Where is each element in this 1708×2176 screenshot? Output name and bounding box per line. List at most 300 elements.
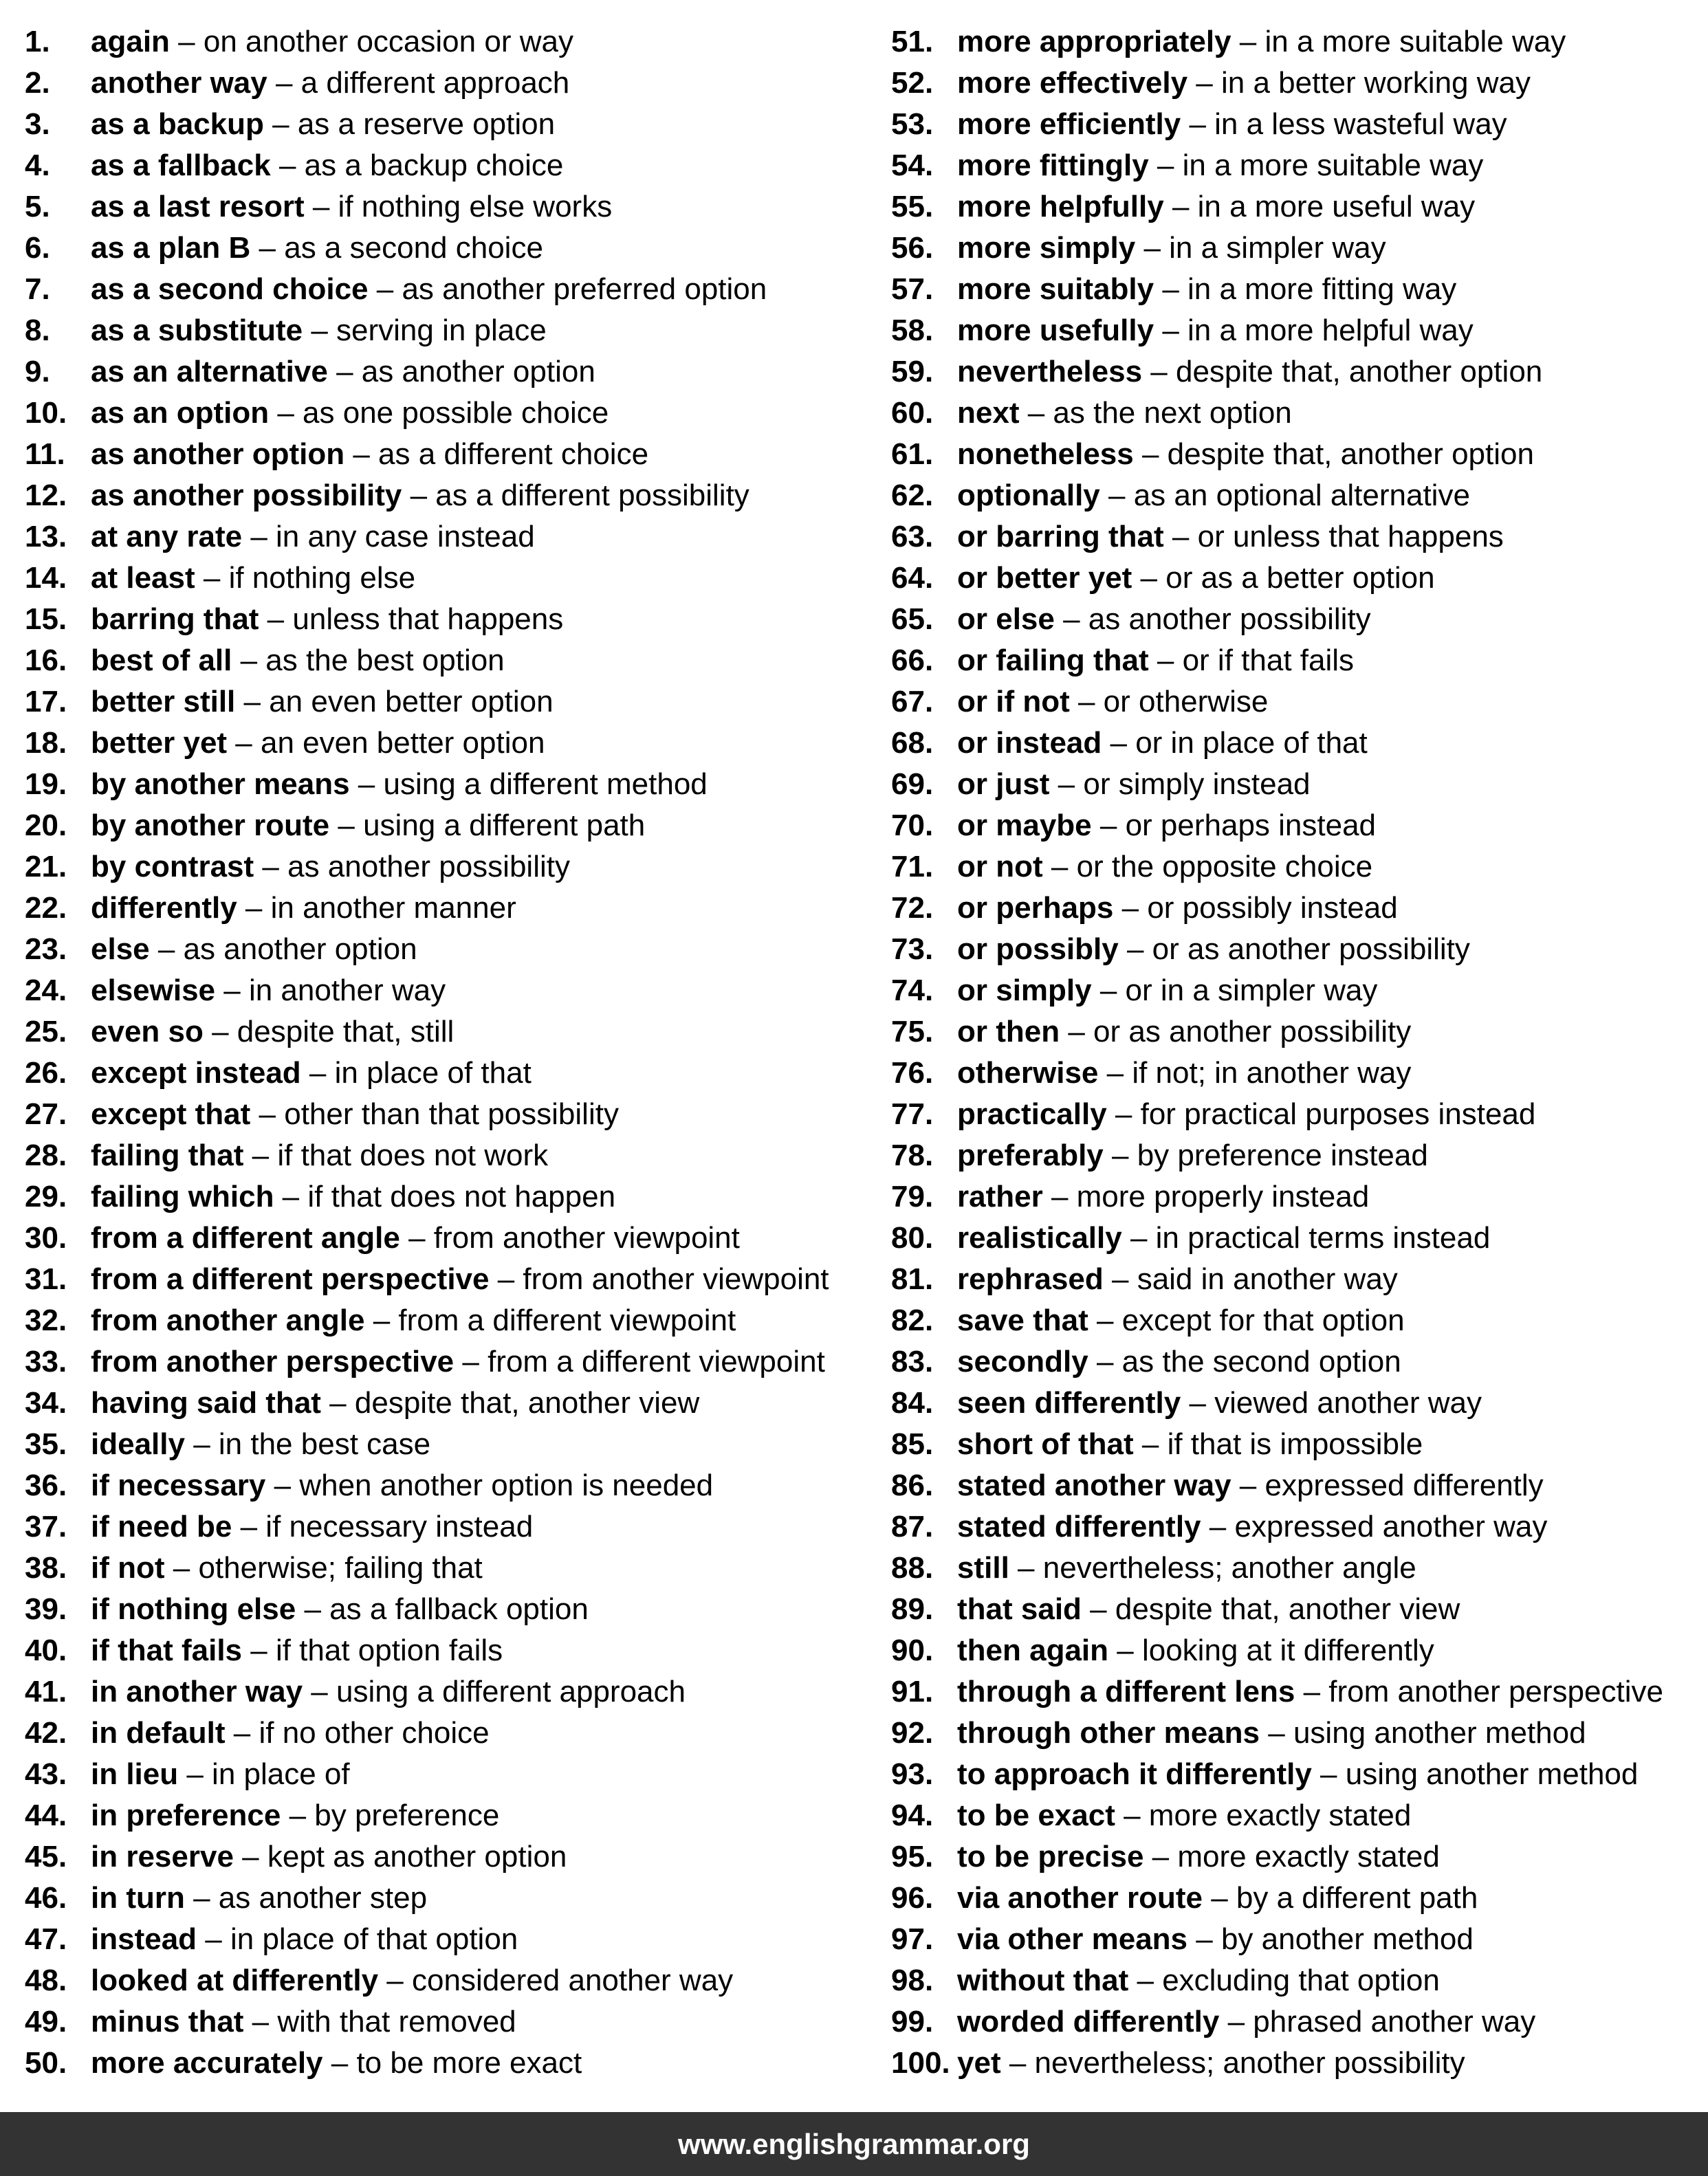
item-number: 8. (25, 314, 50, 347)
item-separator: – (1009, 1551, 1043, 1585)
item-definition: or simply instead (1083, 767, 1311, 801)
item-text (957, 764, 1311, 805)
item-definition: or as another possibility (1152, 932, 1470, 966)
item-text (91, 1011, 454, 1053)
item-number: 33. (25, 1345, 67, 1378)
item-number: 34. (25, 1386, 67, 1420)
list-item (891, 1383, 1702, 1424)
list-item (25, 805, 864, 846)
list-item (25, 1053, 864, 1094)
list-item (25, 1094, 864, 1135)
item-separator: – (281, 1799, 315, 1832)
item-number: 16. (25, 644, 67, 677)
item-separator: – (1081, 1592, 1115, 1626)
item-separator: – (250, 1097, 285, 1131)
item-number: 43. (25, 1757, 67, 1791)
item-separator: – (1154, 272, 1188, 306)
list-item (891, 1836, 1702, 1878)
list-item (25, 104, 864, 145)
item-number: 6. (25, 231, 50, 265)
item-separator: – (1133, 437, 1168, 471)
item-number: 1. (25, 25, 50, 58)
item-term: secondly (957, 1345, 1088, 1378)
item-number: 15. (25, 602, 67, 636)
item-term: as another option (91, 437, 345, 471)
list-item (25, 393, 864, 434)
item-definition: as the best option (265, 644, 505, 677)
list-item (25, 1011, 864, 1053)
item-term: rather (957, 1180, 1043, 1213)
list-item (891, 2043, 1702, 2084)
item-term: in another way (91, 1675, 303, 1708)
item-term: or not (957, 850, 1043, 883)
item-number: 59. (891, 355, 934, 388)
item-separator: – (269, 396, 303, 430)
item-separator: – (1103, 1262, 1137, 1296)
item-number: 58. (891, 314, 934, 347)
list-item (25, 1630, 864, 1671)
item-definition: in a more helpful way (1187, 314, 1474, 347)
item-definition: otherwise; failing that (198, 1551, 483, 1585)
item-number: 31. (25, 1262, 67, 1296)
item-definition: in a more useful way (1197, 190, 1476, 223)
list-item (25, 1341, 864, 1383)
item-text (91, 1259, 829, 1300)
item-text (957, 1506, 1547, 1548)
item-separator: – (454, 1345, 488, 1378)
item-text (957, 2001, 1535, 2043)
item-definition: as a fallback option (329, 1592, 589, 1626)
item-term: if need be (91, 1510, 232, 1543)
item-separator: – (1054, 602, 1088, 636)
list-item (25, 1300, 864, 1341)
item-term: otherwise (957, 1056, 1099, 1090)
item-definition: as the next option (1053, 396, 1292, 430)
list-item (891, 1218, 1702, 1259)
item-separator: – (1098, 1056, 1132, 1090)
website-url[interactable]: www.englishgrammar.org (678, 2127, 1030, 2160)
item-text (91, 1218, 740, 1259)
list-item (891, 970, 1702, 1011)
item-text (91, 1919, 518, 1960)
item-term: or then (957, 1015, 1060, 1048)
item-term: instead (91, 1922, 197, 1956)
item-text (957, 1671, 1663, 1713)
item-term: failing that (91, 1139, 244, 1172)
left-column (25, 21, 864, 2084)
item-definition: expressed differently (1264, 1469, 1544, 1502)
item-term: or instead (957, 726, 1102, 760)
item-separator: – (242, 1634, 276, 1667)
item-text (957, 1176, 1369, 1218)
list-item (891, 723, 1702, 764)
item-text (91, 1383, 699, 1424)
item-separator: – (232, 1510, 266, 1543)
item-number: 86. (891, 1469, 934, 1502)
item-separator: – (203, 1015, 237, 1048)
item-definition: as the second option (1121, 1345, 1401, 1378)
list-item (891, 310, 1702, 351)
item-separator: – (243, 2005, 278, 2038)
item-term: save that (957, 1304, 1088, 1337)
item-separator: – (237, 891, 271, 925)
item-term: by another route (91, 809, 330, 842)
item-term: as a substitute (91, 314, 303, 347)
item-term: best of all (91, 644, 232, 677)
list-item (891, 1424, 1702, 1465)
item-term: from another perspective (91, 1345, 455, 1378)
item-text (91, 1713, 490, 1754)
item-definition: by a different path (1236, 1881, 1478, 1915)
item-number: 56. (891, 231, 934, 265)
item-text (91, 970, 446, 1011)
item-term: stated another way (957, 1469, 1231, 1502)
item-separator: – (344, 437, 379, 471)
item-term: in turn (91, 1881, 185, 1915)
item-definition: from a different viewpoint (488, 1345, 825, 1378)
item-number: 74. (891, 974, 934, 1007)
list-item (25, 1589, 864, 1630)
item-text (91, 1548, 483, 1589)
item-term: or if not (957, 685, 1070, 718)
item-term: as a plan B (91, 231, 251, 265)
item-text (957, 970, 1377, 1011)
item-separator: – (1019, 396, 1053, 430)
item-definition: as another option (183, 932, 417, 966)
item-text (957, 1836, 1440, 1878)
item-text (91, 2043, 582, 2084)
item-text (957, 63, 1531, 104)
item-number: 76. (891, 1056, 934, 1090)
list-item (25, 1259, 864, 1300)
list-item (25, 2043, 864, 2084)
item-definition: if that does not work (277, 1139, 549, 1172)
item-text (91, 1754, 350, 1795)
item-separator: – (1187, 66, 1221, 100)
item-text (957, 351, 1542, 393)
item-definition: as a different possibility (435, 479, 749, 512)
item-definition: in place of (212, 1757, 350, 1791)
item-separator: – (225, 1716, 259, 1750)
item-text (957, 1300, 1405, 1341)
item-definition: or as another possibility (1093, 1015, 1412, 1048)
item-definition: if that does not happen (307, 1180, 616, 1213)
item-text (91, 1671, 686, 1713)
item-number: 29. (25, 1180, 67, 1213)
item-number: 96. (891, 1881, 934, 1915)
item-number: 46. (25, 1881, 67, 1915)
item-definition: using a different approach (336, 1675, 686, 1708)
item-number: 27. (25, 1097, 67, 1131)
list-item (891, 764, 1702, 805)
list-item (25, 1671, 864, 1713)
item-text (91, 475, 749, 516)
item-term: in lieu (91, 1757, 179, 1791)
item-text (91, 63, 569, 104)
item-text (91, 1465, 713, 1506)
item-term: better still (91, 685, 236, 718)
item-definition: nevertheless; another angle (1042, 1551, 1416, 1585)
item-number: 38. (25, 1551, 67, 1585)
item-term: nevertheless (957, 355, 1143, 388)
item-number: 22. (25, 891, 67, 925)
item-separator: – (1103, 1139, 1137, 1172)
item-number: 19. (25, 767, 67, 801)
item-separator: – (1042, 1180, 1077, 1213)
item-text (957, 1135, 1428, 1176)
item-definition: from another viewpoint (523, 1262, 829, 1296)
item-number: 64. (891, 561, 934, 595)
item-text (957, 310, 1474, 351)
item-text (957, 1919, 1474, 1960)
item-number: 41. (25, 1675, 67, 1708)
item-text (957, 681, 1268, 723)
item-text (91, 145, 563, 186)
list-item (891, 558, 1702, 599)
item-separator: – (232, 644, 266, 677)
item-term: differently (91, 891, 237, 925)
list-item (25, 640, 864, 681)
item-term: through other means (957, 1716, 1260, 1750)
item-number: 75. (891, 1015, 934, 1048)
list-item (891, 1589, 1702, 1630)
item-term: or perhaps (957, 891, 1114, 925)
item-number: 45. (25, 1840, 67, 1873)
item-text (957, 434, 1534, 475)
list-item (891, 681, 1702, 723)
item-number: 79. (891, 1180, 934, 1213)
item-term: still (957, 1551, 1009, 1585)
item-term: even so (91, 1015, 204, 1048)
item-number: 99. (891, 2005, 934, 2038)
item-definition: as another possibility (287, 850, 570, 883)
item-definition: or as a better option (1165, 561, 1435, 595)
item-term: except that (91, 1097, 251, 1131)
item-separator: – (378, 1964, 412, 1997)
item-text (91, 1506, 533, 1548)
item-term: in reserve (91, 1840, 234, 1873)
item-separator: – (1049, 767, 1084, 801)
item-definition: serving in place (336, 314, 547, 347)
item-number: 3. (25, 107, 50, 141)
item-term: if not (91, 1551, 165, 1585)
item-separator: – (1143, 1840, 1178, 1873)
item-text (91, 269, 767, 310)
item-term: short of that (957, 1427, 1134, 1461)
item-term: realistically (957, 1221, 1122, 1255)
item-separator: – (368, 272, 402, 306)
item-text (957, 888, 1398, 929)
list-item (891, 888, 1702, 929)
item-definition: more exactly stated (1177, 1840, 1440, 1873)
item-term: or possibly (957, 932, 1119, 966)
item-number: 52. (891, 66, 934, 100)
item-term: except instead (91, 1056, 301, 1090)
item-text (957, 1630, 1434, 1671)
item-number: 12. (25, 479, 67, 512)
item-definition: or if that fails (1182, 644, 1355, 677)
item-definition: as a reserve option (297, 107, 556, 141)
item-text (91, 1836, 567, 1878)
item-separator: – (1135, 231, 1170, 265)
item-number: 55. (891, 190, 934, 223)
list-item (25, 186, 864, 228)
item-definition: nevertheless; another possibility (1034, 2046, 1465, 2080)
item-term: ideally (91, 1427, 185, 1461)
item-text (957, 516, 1504, 558)
item-text (91, 1135, 548, 1176)
item-number: 13. (25, 520, 67, 553)
item-separator: – (195, 561, 229, 595)
list-item (891, 1795, 1702, 1836)
list-item (25, 888, 864, 929)
item-number: 35. (25, 1427, 67, 1461)
item-text (957, 1878, 1478, 1919)
item-separator: – (233, 1840, 267, 1873)
item-definition: despite that, still (237, 1015, 455, 1048)
item-text (957, 1754, 1638, 1795)
item-definition: kept as another option (267, 1840, 567, 1873)
item-term: next (957, 396, 1020, 430)
item-definition: or unless that happens (1197, 520, 1504, 553)
list-item (25, 434, 864, 475)
item-separator: – (259, 602, 293, 636)
item-separator: – (1042, 850, 1077, 883)
item-term: or barring that (957, 520, 1164, 553)
list-item (25, 1506, 864, 1548)
item-definition: if nothing else (228, 561, 416, 595)
item-text (957, 145, 1483, 186)
item-definition: if nothing else works (338, 190, 613, 223)
item-separator: – (1311, 1757, 1346, 1791)
item-term: else (91, 932, 150, 966)
item-number: 67. (891, 685, 934, 718)
item-term: looked at differently (91, 1964, 379, 1997)
item-definition: or otherwise (1103, 685, 1269, 718)
list-item (891, 1630, 1702, 1671)
item-separator: – (1231, 25, 1265, 58)
item-term: practically (957, 1097, 1107, 1131)
item-definition: unless that happens (292, 602, 564, 636)
item-text (957, 104, 1507, 145)
item-text (91, 186, 612, 228)
item-number: 66. (891, 644, 934, 677)
item-separator: – (250, 231, 285, 265)
list-item (25, 21, 864, 63)
item-term: or better yet (957, 561, 1132, 595)
list-item (891, 1341, 1702, 1383)
item-text (957, 1094, 1535, 1135)
item-definition: excluding that option (1162, 1964, 1440, 1997)
item-term: or just (957, 767, 1050, 801)
item-term: as an option (91, 396, 270, 430)
item-separator: – (227, 726, 261, 760)
list-item (891, 1919, 1702, 1960)
item-separator: – (402, 479, 436, 512)
item-text (91, 764, 708, 805)
item-definition: more properly instead (1076, 1180, 1370, 1213)
item-term: in default (91, 1716, 226, 1750)
item-text (957, 21, 1566, 63)
item-term: more usefully (957, 314, 1154, 347)
item-definition: or the opposite choice (1076, 850, 1373, 883)
item-definition: as another possibility (1088, 602, 1371, 636)
item-text (957, 1589, 1460, 1630)
item-separator: – (215, 974, 249, 1007)
item-definition: in a less wasteful way (1214, 107, 1507, 141)
item-text (91, 1053, 532, 1094)
list-item (25, 1919, 864, 1960)
item-term: minus that (91, 2005, 244, 2038)
list-item (891, 1053, 1702, 1094)
item-separator: – (1202, 1881, 1236, 1915)
list-item (891, 104, 1702, 145)
item-definition: in another way (248, 974, 446, 1007)
list-item (891, 1259, 1702, 1300)
item-separator: – (178, 1757, 212, 1791)
item-text (957, 1465, 1544, 1506)
item-definition: a different approach (300, 66, 570, 100)
item-definition: despite that, another option (1167, 437, 1534, 471)
item-number: 95. (891, 1840, 934, 1873)
item-number: 11. (25, 437, 65, 471)
item-separator: – (164, 1551, 199, 1585)
list-item (25, 846, 864, 888)
item-text (957, 269, 1456, 310)
item-term: more accurately (91, 2046, 323, 2080)
item-separator: – (399, 1221, 434, 1255)
item-term: nonetheless (957, 437, 1134, 471)
item-term: without that (957, 1964, 1129, 1997)
item-definition: as a backup choice (304, 149, 564, 182)
item-text (91, 846, 570, 888)
item-term: yet (957, 2046, 1001, 2080)
item-definition: expressed another way (1234, 1510, 1548, 1543)
list-item (25, 1960, 864, 2001)
item-term: through a different lens (957, 1675, 1295, 1708)
item-text (91, 805, 645, 846)
item-number: 100. (891, 2046, 950, 2080)
list-item (891, 1713, 1702, 1754)
list-item (25, 1218, 864, 1259)
item-text (91, 1589, 589, 1630)
item-text (91, 1960, 733, 2001)
item-number: 25. (25, 1015, 67, 1048)
list-item (25, 1795, 864, 1836)
item-definition: as an optional alternative (1133, 479, 1470, 512)
item-definition: as one possible choice (303, 396, 609, 430)
item-term: another way (91, 66, 267, 100)
item-separator: – (267, 66, 301, 100)
item-text (957, 1424, 1423, 1465)
list-item (25, 1135, 864, 1176)
item-text (91, 888, 516, 929)
list-item (25, 475, 864, 516)
item-separator: – (300, 1056, 335, 1090)
list-item (25, 1713, 864, 1754)
item-term: stated differently (957, 1510, 1201, 1543)
item-term: from a different angle (91, 1221, 400, 1255)
item-number: 82. (891, 1304, 934, 1337)
item-definition: or in place of that (1135, 726, 1368, 760)
item-text (91, 21, 573, 63)
item-definition: in place of that option (230, 1922, 518, 1956)
item-term: more suitably (957, 272, 1154, 306)
item-definition: in a more suitable way (1264, 25, 1566, 58)
item-number: 18. (25, 726, 67, 760)
list-item (25, 970, 864, 1011)
item-separator: – (1142, 355, 1176, 388)
